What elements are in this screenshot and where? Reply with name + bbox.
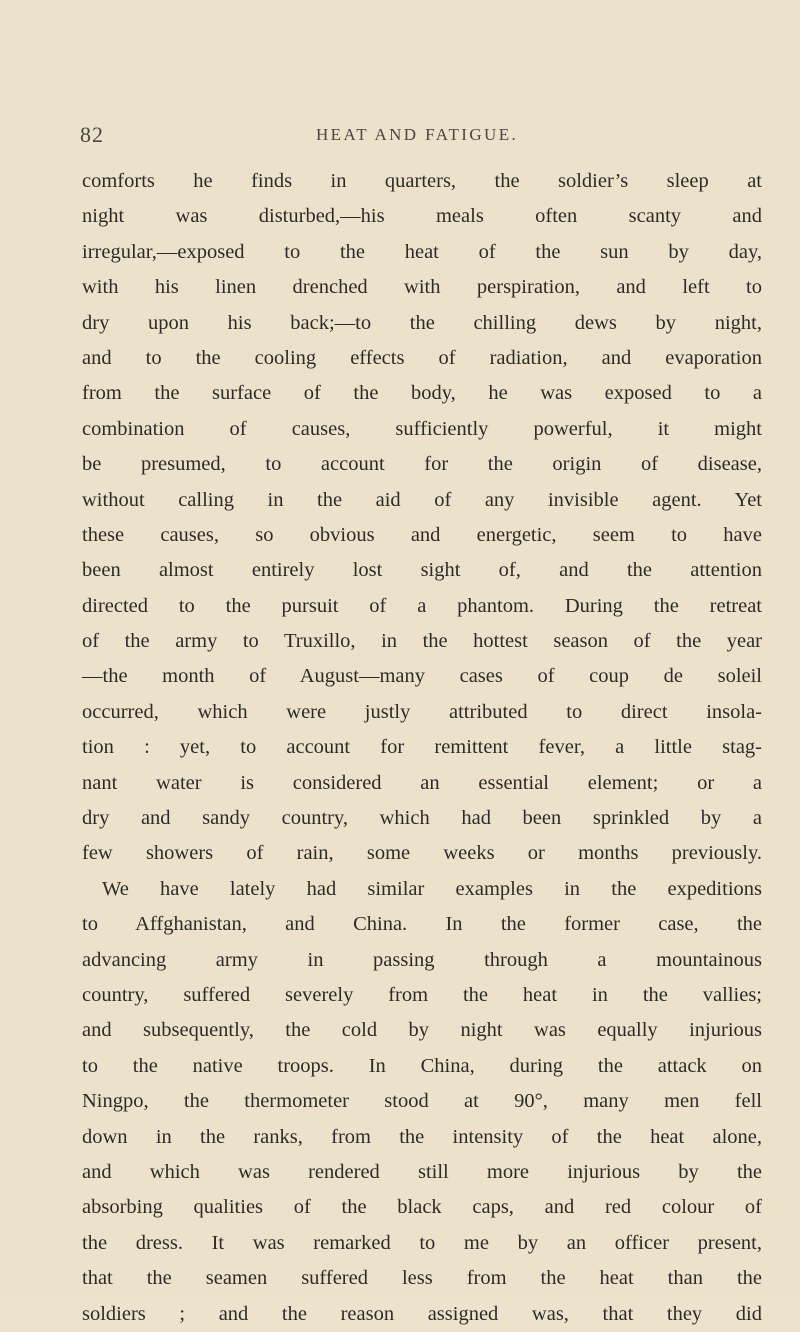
text-line: nant water is considered an essential element; or a <box>82 771 762 794</box>
text-line: and subsequently, the cold by night was equally injurious <box>82 1019 762 1042</box>
text-line: We have lately had similar examples in the expeditions <box>102 877 762 900</box>
page-number: 82 <box>80 122 104 147</box>
text-line: down in the ranks, from the intensity of the heat alone, <box>82 1125 762 1148</box>
text-line: occurred, which were justly attributed to direct insola- <box>82 700 762 723</box>
page-header <box>0 122 800 146</box>
text-line: these causes, so obvious and energetic, seem to have <box>82 523 762 546</box>
text-line: comforts he finds in quarters, the soldier’s sleep at <box>82 170 762 192</box>
text-line: tion : yet, to account for remittent fever, a little stag- <box>82 736 762 759</box>
text-line: country, suffered severely from the heat in the vallies; <box>82 983 762 1006</box>
text-line: to Affghanistan, and China. In the former case, the <box>82 913 762 936</box>
text-line: directed to the pursuit of a phantom. During the retreat <box>82 594 762 617</box>
text-line: dry and sandy country, which had been sprinkled by a <box>82 807 762 830</box>
text-line: dry upon his back;—to the chilling dews by night, <box>82 311 762 334</box>
text-line: with his linen drenched with perspiration, and left to <box>82 276 762 299</box>
text-line: from the surface of the body, he was exposed to a <box>82 382 762 405</box>
text-line: been almost entirely lost sight of, and the attention <box>82 559 762 582</box>
text-line: be presumed, to account for the origin of disease, <box>82 453 762 476</box>
text-line: without calling in the aid of any invisible agent. Yet <box>82 488 762 511</box>
text-line: night was disturbed,—his meals often scanty and <box>82 205 762 228</box>
running-title: HEAT AND FATIGUE. <box>316 125 519 144</box>
text-line: advancing army in passing through a mountainous <box>82 948 762 971</box>
text-line: few showers of rain, some weeks or months previously. <box>82 842 762 865</box>
text-line: —the month of August—many cases of coup de soleil <box>82 665 762 688</box>
text-line: irregular,—exposed to the heat of the sun by day, <box>82 240 762 263</box>
text-line: and to the cooling effects of radiation, and evaporation <box>82 346 762 369</box>
body-text <box>82 164 762 1332</box>
text-line: the dress. It was remarked to me by an officer present, <box>82 1231 762 1254</box>
text-line: soldiers ; and the reason assigned was, that they did <box>82 1302 762 1325</box>
text-line: to the native troops. In China, during the attack on <box>82 1054 762 1077</box>
text-line: that the seamen suffered less from the heat than the <box>82 1267 762 1290</box>
text-line: absorbing qualities of the black caps, and red colour of <box>82 1196 762 1219</box>
text-line: of the army to Truxillo, in the hottest season of the year <box>82 630 762 653</box>
text-line: and which was rendered still more injurious by the <box>82 1160 762 1183</box>
text-line: Ningpo, the thermometer stood at 90°, many men fell <box>82 1090 762 1113</box>
text-line: combination of causes, sufficiently powerful, it might <box>82 417 762 440</box>
